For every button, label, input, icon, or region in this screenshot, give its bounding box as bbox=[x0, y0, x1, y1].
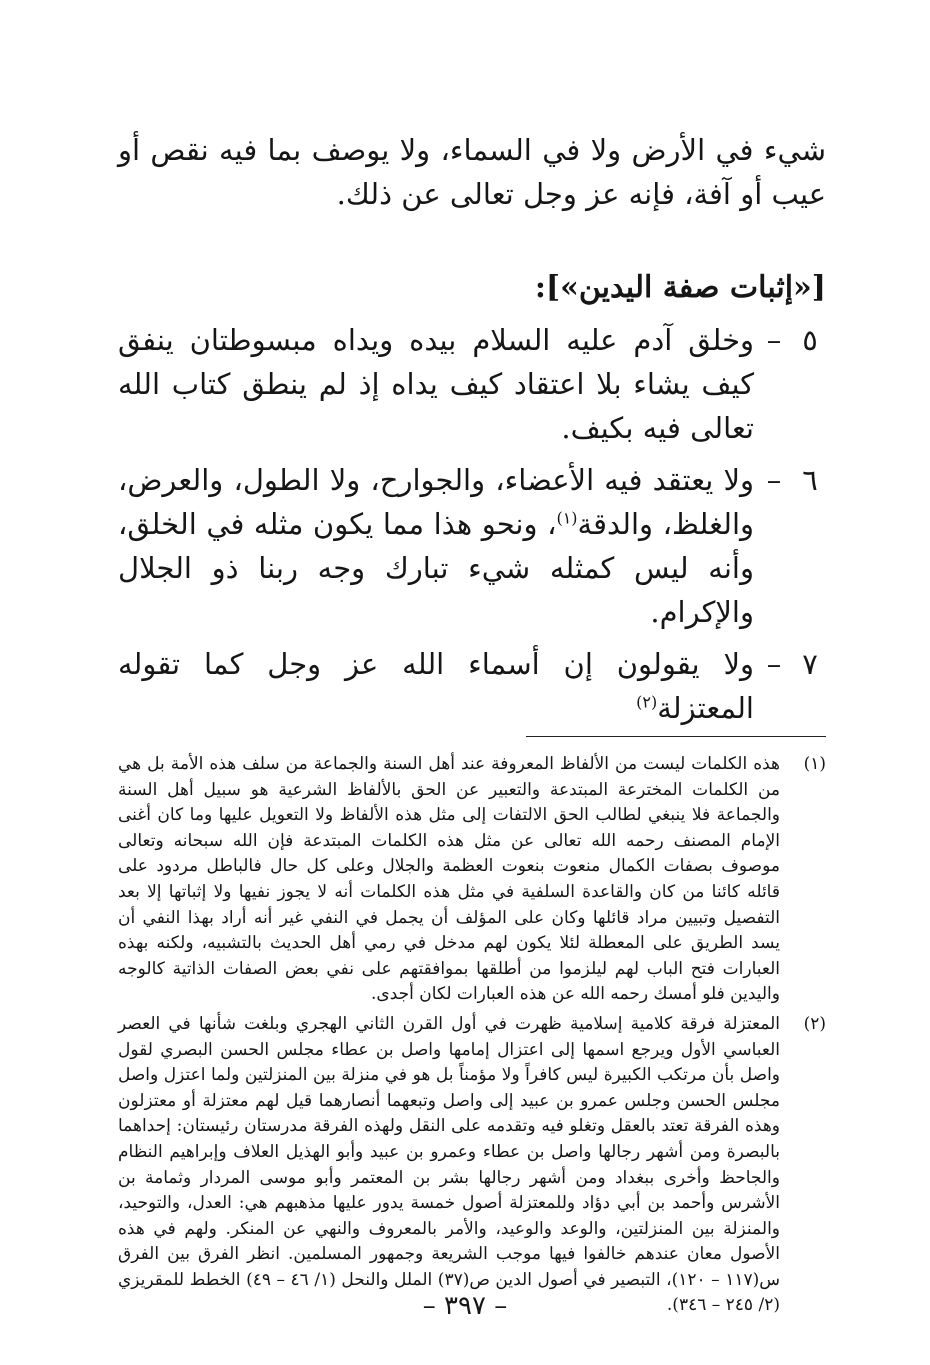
item-dash: – bbox=[766, 463, 782, 497]
item-number: ٧ bbox=[802, 647, 818, 681]
item-text-after-ref: ، ونحو هذا مما يكون مثله في الخلق، وأنه ليس كمثله شيء تبارك وجه ربنا ذو الجلال والإكرام. bbox=[118, 507, 754, 629]
section-heading: [«إثبات صفة اليدين»]: bbox=[534, 270, 826, 305]
page-content bbox=[118, 128, 826, 1365]
item-text-before-ref: ولا يقولون إن أسماء الله عز وجل كما تقوله المعتزلة bbox=[118, 647, 754, 725]
list-item-7 bbox=[118, 642, 826, 730]
item-text bbox=[118, 642, 754, 730]
footnote-text: هذه الكلمات ليست من الألفاظ المعروفة عند أهل السنة والجماعة من سلف هذه الأمة بل هي من الكلمات المخترعة المبتدعة والتعبير عن الحق بالألفاظ الشرعية هو سبيل أهل السنة والجماعة فلا ينبغي لطالب الحق الالتفات إلى مثل هذه الألفاظ ولا التعويل عليها وما كان أغنى الإمام المصنف رحمه الله تعالى عن مثل هذه الكلمات المبتدعة فإن الله سبحانه وتعالى موصوف بصفات الكمال منعوت بنعوت العظمة والجلال وعلى كل حال فالباطل مردود على قائله كائنا من كان والقاعدة السلفية في مثل هذه الكلمات أنه لا يجوز نفيها ولا إثباتها إلا بعد التفصيل وتبيين مراد قائلها وكان على المؤلف أن يجمل في النفي غير أنه أراد بهذا النفي أن يسد الطريق على المعطلة لئلا يكون لهم مدخل في رمي أهل الحديث بالتشبيه، ولكنه بهذه العبارات فتح الباب لهم ليلزموا من أطلقها بموافقتهم على نفي بعض الصفات الذاتية كالوجه واليدين فلو أمسك رحمه الله عن هذه العبارات لكان أجدى. bbox=[118, 754, 780, 1005]
footnote-1 bbox=[118, 752, 826, 1008]
item-text-before-ref: ولا يعتقد فيه الأعضاء، والجوارح، ولا الطول، والعرض، والغلظ، والدقة bbox=[118, 463, 755, 541]
opening-paragraph: شيء في الأرض ولا في السماء، ولا يوصف بما فيه نقص أو عيب أو آفة، فإنه عز وجل تعالى عن ذلك. bbox=[118, 133, 826, 211]
footnotes bbox=[118, 752, 826, 1323]
list-item-6 bbox=[118, 458, 826, 634]
item-number: ٥ bbox=[802, 323, 818, 357]
footnote-ref-2[interactable]: (٢) bbox=[636, 692, 658, 712]
page-number: – ٣٩٧ – bbox=[422, 1291, 508, 1321]
footnote-text: المعتزلة فرقة كلامية إسلامية ظهرت في أول القرن الثاني الهجري وبلغت شأنها في العصر العباسي الأول ويرجع اسمها إلى اعتزال إمامها واصل بن عطاء مجلس الحسن البصري لقول واصل بأن مرتكب الكبيرة ليس كافراً ولا مؤمناً بل هو في منزلة بين المنزلتين ولما اعتزل واصل مجلس الحسن وجلس عمرو بن عبيد إلى واصل وتبعهما أنصارهما قيل لهم معتزلة أو معتزلون وهذه الفرقة تعتد بالعقل وتغلو فيه وتقدمه على النقل ولهذه الفرقة مدرستان رئيستان: إحداهما بالبصرة ومن أشهر رجالها واصل بن عطاء وعمرو بن عبيد وأبو الهذيل العلاف وإبراهيم النظام والجاحظ وأخرى ببغداد ومن أشهر رجالها بشر بن المعتمر وأبو موسى المردار وثمامة بن الأشرس وأحمد بن أبي دؤاد وللمعتزلة أصول خمسة يدور عليها مذهبهم هي: العدل، والتوحيد، والمنزلة بين المنزلتين، والوعد والوعيد، والأمر بالمعروف والنهي عن المنكر. ولهم في هذه الأصول معان عندهم خالفوا فيها موجب الشريعة وجمهور المسلمين. انظر الفرق بين الفرق س(١١٧ – ١٢٠)، التبصير في أصول الدين ص(٣٧) الملل والنحل (١/ ٤٦ – ٤٩) الخطط للمقريزي (٢/ ٢٤٥ – ٣٤٦). bbox=[118, 1013, 780, 1316]
list-item-5 bbox=[118, 318, 826, 450]
footnote-number: (١) bbox=[803, 754, 826, 774]
item-dash: – bbox=[766, 647, 782, 681]
item-text: وخلق آدم عليه السلام بيده ويداه مبسوطتان ينفق كيف يشاء بلا اعتقاد كيف يداه إذ لم ينطق كتاب الله تعالى فيه بكيف. bbox=[118, 323, 754, 445]
item-text bbox=[118, 458, 754, 634]
item-dash: – bbox=[766, 323, 782, 357]
footnote-ref-1[interactable]: (١) bbox=[556, 508, 578, 528]
footnote-separator bbox=[526, 736, 826, 737]
footnote-number: (٢) bbox=[803, 1013, 826, 1034]
footnote-2 bbox=[118, 1012, 826, 1319]
item-number: ٦ bbox=[802, 463, 818, 497]
